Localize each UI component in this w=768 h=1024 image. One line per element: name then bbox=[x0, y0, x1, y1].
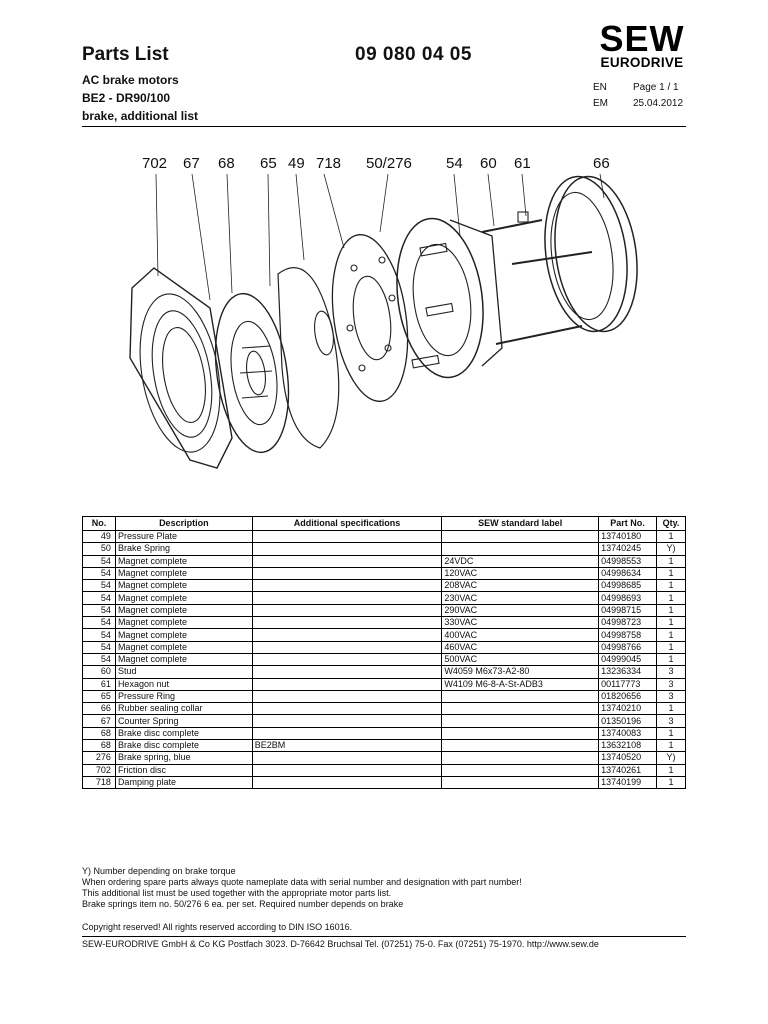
company-footer: SEW-EURODRIVE GmbH & Co KG Postfach 3023. D-76642 Bruchsal Tel. (07251) 75-0. Fax (07251) 75-1970. http://www.sew.de bbox=[82, 939, 599, 949]
cell-sew-label: W4059 M6x73-A2-80 bbox=[442, 666, 599, 678]
cell-part-no: 04998693 bbox=[599, 592, 657, 604]
cell-description: Magnet complete bbox=[115, 653, 252, 665]
cell-sew-label bbox=[442, 531, 599, 543]
cell-description: Magnet complete bbox=[115, 567, 252, 579]
cell-description: Magnet complete bbox=[115, 555, 252, 567]
cell-description: Magnet complete bbox=[115, 641, 252, 653]
cell-no: 54 bbox=[83, 580, 116, 592]
cell-part-no: 01350196 bbox=[599, 715, 657, 727]
logo-sew-text: SEW bbox=[599, 20, 685, 59]
cell-no: 60 bbox=[83, 666, 116, 678]
cell-part-no: 04998723 bbox=[599, 617, 657, 629]
cell-qty: 1 bbox=[657, 604, 686, 616]
cell-no: 54 bbox=[83, 617, 116, 629]
parts-table bbox=[82, 516, 686, 789]
cell-no: 65 bbox=[83, 690, 116, 702]
cell-qty: 1 bbox=[657, 629, 686, 641]
cell-no: 54 bbox=[83, 604, 116, 616]
cell-sew-label bbox=[442, 764, 599, 776]
cell-part-no: 04998766 bbox=[599, 641, 657, 653]
cell-additional-spec bbox=[252, 690, 442, 702]
cell-description: Damping plate bbox=[115, 776, 252, 788]
table-row bbox=[83, 703, 686, 715]
cell-part-no: 13740245 bbox=[599, 543, 657, 555]
cell-additional-spec bbox=[252, 543, 442, 555]
cell-description: Friction disc bbox=[115, 764, 252, 776]
table-row bbox=[83, 715, 686, 727]
sealing-collar-66 bbox=[536, 171, 647, 337]
cell-additional-spec bbox=[252, 666, 442, 678]
cell-sew-label: 230VAC bbox=[442, 592, 599, 604]
table-row bbox=[83, 641, 686, 653]
cell-qty: 1 bbox=[657, 531, 686, 543]
cell-additional-spec bbox=[252, 752, 442, 764]
table-row bbox=[83, 764, 686, 776]
cell-sew-label bbox=[442, 776, 599, 788]
springs-note: Brake springs item no. 50/276 6 ea. per set. Required number depends on brake bbox=[82, 899, 404, 909]
cell-additional-spec bbox=[252, 764, 442, 776]
exploded-view-drawing bbox=[82, 148, 686, 478]
cell-no: 54 bbox=[83, 653, 116, 665]
cell-part-no: 13740520 bbox=[599, 752, 657, 764]
cell-part-no: 04999045 bbox=[599, 653, 657, 665]
cell-qty: 3 bbox=[657, 666, 686, 678]
cell-sew-label: 330VAC bbox=[442, 617, 599, 629]
sew-eurodrive-logo bbox=[592, 20, 692, 70]
col-sew-label: SEW standard label bbox=[442, 517, 599, 531]
cell-additional-spec bbox=[252, 678, 442, 690]
table-row bbox=[83, 776, 686, 788]
cell-additional-spec: BE2BM bbox=[252, 740, 442, 752]
cell-no: 276 bbox=[83, 752, 116, 764]
pressure-plate-49 bbox=[278, 268, 339, 448]
cell-description: Brake spring, blue bbox=[115, 752, 252, 764]
cell-part-no: 04998634 bbox=[599, 567, 657, 579]
table-row bbox=[83, 653, 686, 665]
table-row bbox=[83, 555, 686, 567]
cell-description: Magnet complete bbox=[115, 592, 252, 604]
cell-qty: Y) bbox=[657, 752, 686, 764]
callout-label: 54 bbox=[446, 155, 463, 172]
callout-label: 50/276 bbox=[366, 155, 412, 172]
cell-sew-label bbox=[442, 690, 599, 702]
cell-qty: 3 bbox=[657, 715, 686, 727]
cell-qty: 1 bbox=[657, 617, 686, 629]
callout-label: 702 bbox=[142, 155, 168, 172]
cell-additional-spec bbox=[252, 531, 442, 543]
footnote-y: Y) Number depending on brake torque bbox=[82, 866, 236, 876]
cell-qty: 1 bbox=[657, 641, 686, 653]
cell-no: 718 bbox=[83, 776, 116, 788]
cell-no: 67 bbox=[83, 715, 116, 727]
table-header-row bbox=[83, 517, 686, 531]
col-part-no: Part No. bbox=[599, 517, 657, 531]
cell-part-no: 13236334 bbox=[599, 666, 657, 678]
page-indicator: Page 1 / 1 bbox=[633, 82, 679, 93]
cell-qty: 1 bbox=[657, 580, 686, 592]
cell-sew-label: 400VAC bbox=[442, 629, 599, 641]
callout-label: 68 bbox=[218, 155, 235, 172]
cell-sew-label bbox=[442, 703, 599, 715]
cell-qty: 1 bbox=[657, 727, 686, 739]
callout-label: 67 bbox=[183, 155, 200, 172]
callout-label: 66 bbox=[593, 155, 610, 172]
cell-description: Counter Spring bbox=[115, 715, 252, 727]
magnet-54 bbox=[387, 213, 502, 383]
cell-part-no: 00117773 bbox=[599, 678, 657, 690]
cell-qty: 1 bbox=[657, 555, 686, 567]
page-title: Parts List bbox=[82, 44, 169, 65]
cell-qty: 1 bbox=[657, 592, 686, 604]
cell-description: Magnet complete bbox=[115, 580, 252, 592]
em-code: EM bbox=[593, 98, 608, 109]
table-row bbox=[83, 567, 686, 579]
cell-additional-spec bbox=[252, 727, 442, 739]
cell-no: 50 bbox=[83, 543, 116, 555]
col-no: No. bbox=[83, 517, 116, 531]
cell-additional-spec bbox=[252, 653, 442, 665]
table-row bbox=[83, 727, 686, 739]
cell-part-no: 13740199 bbox=[599, 776, 657, 788]
header-rule bbox=[82, 126, 686, 127]
cell-description: Hexagon nut bbox=[115, 678, 252, 690]
subtitle-line-2: BE2 - DR90/100 bbox=[82, 91, 171, 105]
cell-part-no: 04998553 bbox=[599, 555, 657, 567]
cell-sew-label: 120VAC bbox=[442, 567, 599, 579]
cell-no: 68 bbox=[83, 727, 116, 739]
cell-sew-label bbox=[442, 752, 599, 764]
cell-no: 66 bbox=[83, 703, 116, 715]
cell-description: Magnet complete bbox=[115, 604, 252, 616]
cell-no: 54 bbox=[83, 592, 116, 604]
table-row bbox=[83, 740, 686, 752]
cell-additional-spec bbox=[252, 703, 442, 715]
subtitle-line-1: AC brake motors bbox=[82, 73, 179, 87]
table-row bbox=[83, 531, 686, 543]
cell-no: 702 bbox=[83, 764, 116, 776]
table-row bbox=[83, 666, 686, 678]
cell-sew-label: 500VAC bbox=[442, 653, 599, 665]
callout-label: 49 bbox=[288, 155, 305, 172]
logo-eurodrive-text: EURODRIVE bbox=[600, 55, 684, 70]
cell-description: Stud bbox=[115, 666, 252, 678]
cell-part-no: 13740180 bbox=[599, 531, 657, 543]
cell-additional-spec bbox=[252, 604, 442, 616]
copyright: Copyright reserved! All rights reserved according to DIN ISO 16016. bbox=[82, 922, 353, 932]
table-row bbox=[83, 543, 686, 555]
cell-description: Magnet complete bbox=[115, 617, 252, 629]
cell-additional-spec bbox=[252, 776, 442, 788]
cell-sew-label bbox=[442, 727, 599, 739]
footer-rule bbox=[82, 936, 686, 937]
cell-description: Brake disc complete bbox=[115, 740, 252, 752]
callout-label: 60 bbox=[480, 155, 497, 172]
callout-label: 61 bbox=[514, 155, 531, 172]
document-number: 09 080 04 05 bbox=[355, 44, 472, 65]
leader-lines bbox=[156, 174, 604, 300]
table-row bbox=[83, 604, 686, 616]
cell-description: Pressure Ring bbox=[115, 690, 252, 702]
cell-no: 54 bbox=[83, 629, 116, 641]
cell-additional-spec bbox=[252, 629, 442, 641]
cell-additional-spec bbox=[252, 641, 442, 653]
col-qty: Qty. bbox=[657, 517, 686, 531]
cell-part-no: 13740261 bbox=[599, 764, 657, 776]
cell-sew-label: 208VAC bbox=[442, 580, 599, 592]
cell-additional-spec bbox=[252, 567, 442, 579]
cell-sew-label bbox=[442, 715, 599, 727]
cell-part-no: 13740083 bbox=[599, 727, 657, 739]
cell-additional-spec bbox=[252, 715, 442, 727]
document-date: 25.04.2012 bbox=[633, 98, 684, 109]
cell-description: Brake Spring bbox=[115, 543, 252, 555]
cell-sew-label: 290VAC bbox=[442, 604, 599, 616]
col-additional-spec: Additional specifications bbox=[252, 517, 442, 531]
cell-sew-label bbox=[442, 543, 599, 555]
col-description: Description bbox=[115, 517, 252, 531]
table-row bbox=[83, 592, 686, 604]
cell-no: 49 bbox=[83, 531, 116, 543]
cell-part-no: 13632108 bbox=[599, 740, 657, 752]
cell-additional-spec bbox=[252, 555, 442, 567]
language-code: EN bbox=[593, 82, 607, 93]
cell-qty: 1 bbox=[657, 776, 686, 788]
cell-sew-label bbox=[442, 740, 599, 752]
cell-additional-spec bbox=[252, 580, 442, 592]
cell-sew-label: W4109 M6-8-A-St-ADB3 bbox=[442, 678, 599, 690]
cell-qty: 1 bbox=[657, 567, 686, 579]
cell-additional-spec bbox=[252, 617, 442, 629]
cell-qty: 1 bbox=[657, 764, 686, 776]
cell-qty: 1 bbox=[657, 740, 686, 752]
table-row bbox=[83, 690, 686, 702]
cell-part-no: 04998758 bbox=[599, 629, 657, 641]
table-row bbox=[83, 629, 686, 641]
table-row bbox=[83, 752, 686, 764]
cell-sew-label: 460VAC bbox=[442, 641, 599, 653]
callout-label: 718 bbox=[316, 155, 342, 172]
cell-sew-label: 24VDC bbox=[442, 555, 599, 567]
cell-description: Magnet complete bbox=[115, 629, 252, 641]
cell-description: Rubber sealing collar bbox=[115, 703, 252, 715]
cell-no: 61 bbox=[83, 678, 116, 690]
subtitle-line-3: brake, additional list bbox=[82, 109, 199, 123]
cell-qty: Y) bbox=[657, 543, 686, 555]
cell-part-no: 01820656 bbox=[599, 690, 657, 702]
cell-qty: 1 bbox=[657, 653, 686, 665]
cell-qty: 3 bbox=[657, 678, 686, 690]
cell-part-no: 04998685 bbox=[599, 580, 657, 592]
table-row bbox=[83, 678, 686, 690]
cell-description: Brake disc complete bbox=[115, 727, 252, 739]
cell-no: 68 bbox=[83, 740, 116, 752]
cell-qty: 3 bbox=[657, 690, 686, 702]
cell-qty: 1 bbox=[657, 703, 686, 715]
cell-no: 54 bbox=[83, 555, 116, 567]
cell-part-no: 13740210 bbox=[599, 703, 657, 715]
damping-plate-718 bbox=[323, 230, 418, 406]
cell-no: 54 bbox=[83, 567, 116, 579]
table-row bbox=[83, 580, 686, 592]
table-row bbox=[83, 617, 686, 629]
callout-labels bbox=[142, 155, 610, 172]
ordering-note: When ordering spare parts always quote nameplate data with serial number and designation with part number! bbox=[82, 877, 522, 887]
usage-note: This additional list must be used together with the appropriate motor parts list. bbox=[82, 888, 392, 898]
cell-description: Pressure Plate bbox=[115, 531, 252, 543]
cell-no: 54 bbox=[83, 641, 116, 653]
cell-additional-spec bbox=[252, 592, 442, 604]
cell-part-no: 04998715 bbox=[599, 604, 657, 616]
brake-disc-68 bbox=[206, 289, 298, 457]
callout-label: 65 bbox=[260, 155, 277, 172]
